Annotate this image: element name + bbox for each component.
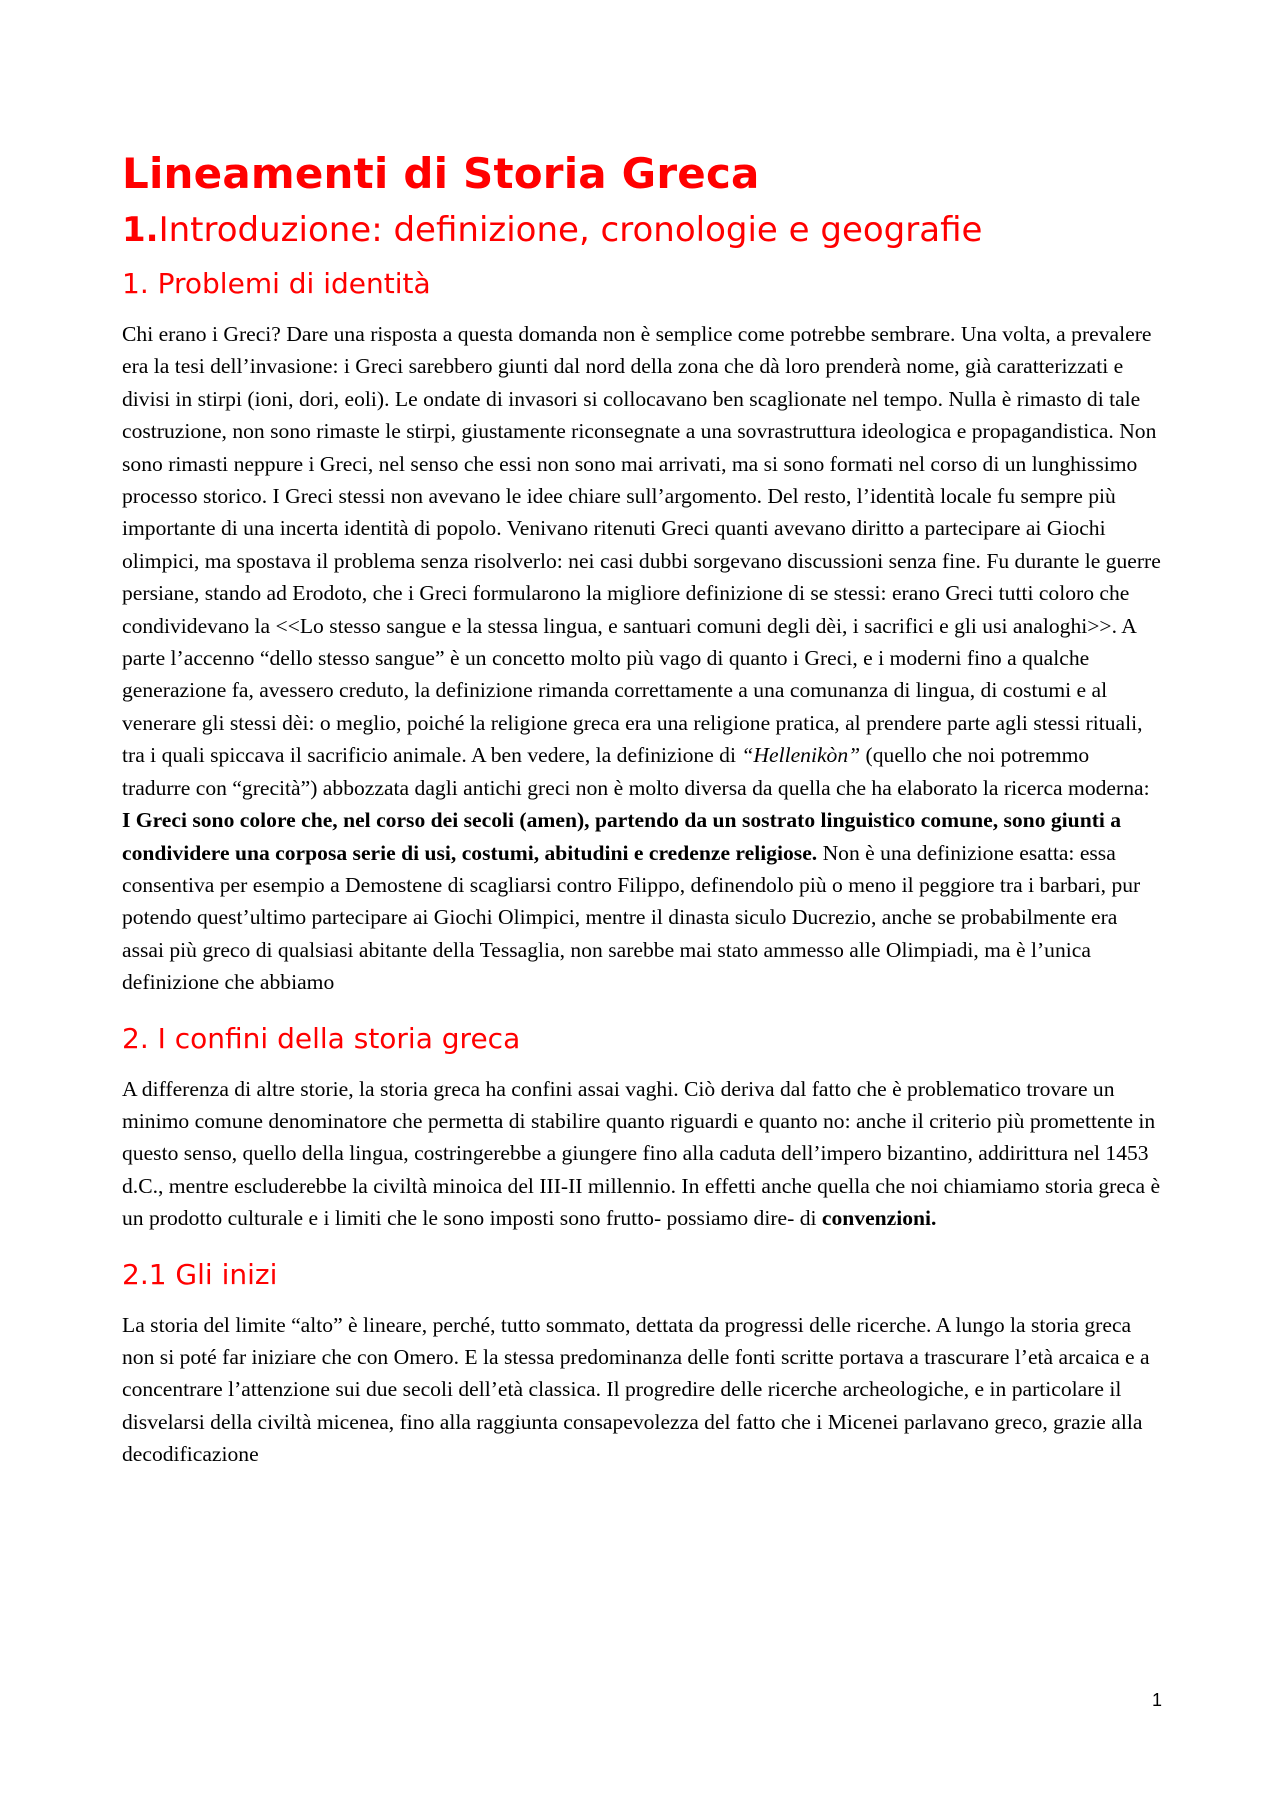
paragraph-bold-definition: I Greci sono colore che, nel corso dei secoli (amen), partendo da un sostrato linguistico comune, sono giunti a condividere una corposa serie di usi, costumi, abitudini e credenze religiose. [122,808,1122,865]
paragraph-text: Non è una definizione esatta: essa consentiva per esempio a Demostene di scagliarsi contro Filippo, definendolo più o meno il peggiore tra i barbari, pur potendo quest’ultimo partecipare ai Giochi Olimpici, mentre il dinasta siculo Ducrezio, anche se probabilmente era assai più greco di qualsiasi abitante della Tessaglia, non sarebbe mai stato ammesso alle Olimpiadi, ma è l’unica definizione che abbiamo [122,840,1141,995]
section-heading-confini: 2. I confini della storia greca [122,1021,521,1055]
document-content [122,148,1162,1493]
paragraph-text: Chi erano i Greci? Dare una risposta a questa domanda non è semplice come potrebbe sembrare. Una volta, a prevalere era la tesi dell’invasione: i Greci sarebbero giunti dal nord della zona che dà loro prenderà nome, già caratterizzati e divisi in stirpi (ioni, dori, eoli). Le ondate di invasori si collocavano ben scaglionate nel tempo. Nulla è rimasto di tale costruzione, non sono rimaste le stirpi, giustamente riconsegnate a una sovrastruttura ideologica e propagandistica. Non sono rimasti neppure i Greci, nel senso che essi non sono mai arrivati, ma si sono formati nel corso di un lunghissimo processo storico. I Greci stessi non avevano le idee chiare sull’argomento. Del resto, l’identità locale fu sempre più importante di una incerta identità di popolo. Venivano ritenuti Greci quanti avevano diritto a partecipare ai Giochi olimpici, ma spostava il problema senza risolverlo: nei casi dubbi sorgevano discussioni senza fine. Fu durante le guerre persiane, stando ad Erodoto, che i Greci formularono la migliore definizione di se stessi: erano Greci tutti coloro che condividevano la <<Lo stesso sangue e la stessa lingua, e santuari comuni degli dèi, i sacrifici e gli usi analoghi>>. A parte l’accenno “dello stesso sangue” è un concetto molto più vago di quanto i Greci, e i moderni fino a qualche generazione fa, avessero creduto, la definizione rimanda correttamente a una comunanza di lingua, di costumi e al venerare gli stessi dèi: o meglio, poiché la religione greca era una religione pratica, al prendere parte agli stessi rituali, tra i quali spiccava il sacrificio animale. A ben vedere, la definizione di [122,322,1161,768]
paragraph-text: A differenza di altre storie, la storia greca ha confini assai vaghi. Ciò deriva dal fatto che è problematico trovare un minimo comune denominatore che permetta di stabilire quanto riguardi e quanto no: anche il criterio più promettente in questo senso, quello della lingua, costringerebbe a giungere fino alla caduta dell’impero bizantino, addirittura nel 1453 d.C., mentre escluderebbe la civiltà minoica del III-II millennio. In effetti anche quella che noi chiamiamo storia greca è un prodotto culturale e i limiti che le sono imposti sono frutto- possiamo dire- di [122,1076,1161,1231]
paragraph-bold-text: convenzioni. [821,1206,937,1231]
chapter-number: 1. [122,210,159,250]
page-number: 1 [1152,1690,1163,1710]
paragraph-italic-text: “Hellenikòn” [741,743,861,768]
paragraph-problemi-identita [122,318,1162,999]
paragraph-confini [122,1073,1162,1235]
section-heading-problemi-identita: 1. Problemi di identità [122,267,431,300]
document-title: Lineamenti di Storia Greca [122,149,760,198]
section-heading-gli-inizi: 2.1 Gli inizi [122,1257,278,1291]
chapter-heading [122,208,1162,252]
paragraph-gli-inizi [122,1309,1162,1471]
paragraph-text: La storia del limite “alto” è lineare, perché, tutto sommato, dettata da progressi delle ricerche. A lungo la storia greca non si poté far iniziare che con Omero. E la stessa predominanza delle fonti scritte portava a trascurare l’età arcaica e a concentrare l’attenzione sui due secoli dell’età classica. Il progredire delle ricerche archeologiche, e in particolare il disvelarsi della civiltà micenea, fino alla raggiunta consapevolezza del fatto che i Micenei parlavano greco, grazie alla decodificazione [122,1312,1150,1467]
paragraph-text: (quello che noi potremmo tradurre con “grecità”) abbozzata dagli antichi greci non è molto diversa da quella che ha elaborato la ricerca moderna: [122,743,1150,800]
chapter-title: Introduzione: definizione, cronologie e geografie [158,210,983,250]
